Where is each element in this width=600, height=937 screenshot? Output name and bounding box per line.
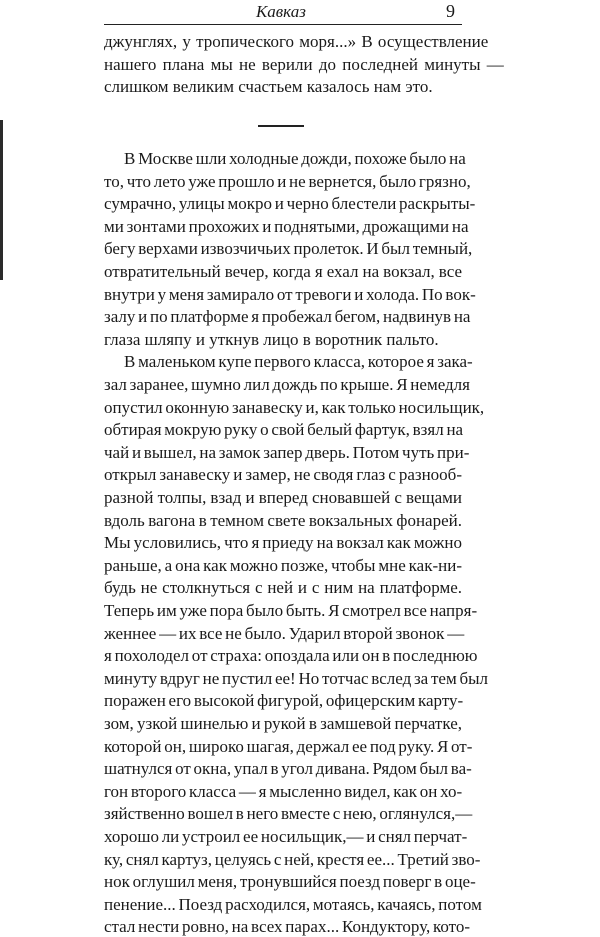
text-line: В Москве шли холодные дожди, похоже было на [124,149,466,168]
text-line: нашего плана мы не верили до последней минуты — [104,55,504,74]
text-line: будь не столкнуться с ней и с ним на платформе. [104,578,462,597]
text-line: В маленьком купе первого класса, которое я зака- [124,352,473,371]
text-line: хорошо ли устроил ее носильщик,— и снял перчат- [104,827,468,846]
text-line: отвратительный вечер, когда я ехал на вокзал, все [104,262,462,281]
text-line: раньше, а она как можно позже, чтобы мне как-ни- [104,556,462,575]
section-divider [258,125,304,127]
text-line: глаза шляпу и уткнув лицо в воротник пальто. [104,330,439,349]
text-line: внутри у меня замирало от тревоги и холода. По вок- [104,285,476,304]
text-line: которой он, широко шагая, держал ее под руку. Я от- [104,737,473,756]
text-line: стал нести ровно, на всех парах... Кондуктору, кото- [104,917,471,936]
text-line: разной толпы, взад и вперед сновавшей с вещами [104,488,462,507]
text-line: шатнулся от окна, упал в угол дивана. Рядом был ва- [104,759,472,778]
text-line: зяйственно вошел в него вместе с нею, оглянулся,— [104,804,473,823]
text-line: пенение... Поезд расходился, мотаясь, качаясь, потом [104,895,482,914]
text-line: залу и по платформе я пробежал бегом, надвинув на [104,307,471,326]
text-line: опустил оконную занавеску и, как только носильщик, [104,398,485,417]
text-line: зом, узкой шинелью и рукой в замшевой перчатке, [104,714,462,733]
text-line: ку, снял картуз, целуясь с ней, крестя ее... Третий зво- [104,850,481,869]
text-line: открыл занавеску и замер, не сводя глаз с разнооб- [104,465,462,484]
running-header-title: Кавказ [256,2,306,21]
text-line: ми зонтами прохожих и поднятыми, дрожащими на [104,217,469,236]
text-line: слишком великим счастьем казалось нам это. [104,77,433,96]
text-line: обтирая мокрую руку о свой белый фартук, взял на [104,420,464,439]
text-line: джунглях, у тропического моря...» В осуществление [104,32,489,51]
text-line: зал заранее, шумно лил дождь по крыше. Я немедля [104,375,470,394]
text-line: бегу верхами извозчичьих пролеток. И был темный, [104,239,473,258]
text-line: Теперь им уже пора было быть. Я смотрел все напря- [104,601,478,620]
text-line: нок оглушил меня, тронувшийся поезд поверг в оце- [104,872,476,891]
text-line: я похолодел от страха: опоздала или он в последнюю [104,646,478,665]
text-line: минуту вдруг не пустил ее! Но тотчас вслед за тем был [104,669,489,688]
header-rule [104,24,462,25]
text-line: то, что лето уже прошло и не вернется, было грязно, [104,172,471,191]
text-line: гон второго класса — я мысленно видел, как он хо- [104,782,463,801]
text-line: женнее — их все не было. Ударил второй звонок — [104,624,465,643]
text-line: Мы условились, что я приеду на вокзал как можно [104,533,462,552]
text-line: сумрачно, улицы мокро и черно блестели раскрыты- [104,194,476,213]
text-line: вдоль вагона в темном свете вокзальных фонарей. [104,511,462,530]
text-line: чай и вышел, на замок запер дверь. Потом чуть при- [104,443,470,462]
page-number: 9 [446,1,455,21]
text-line: поражен его высокой фигурой, офицерским карту- [104,691,464,710]
page-edge-shadow [0,120,3,280]
